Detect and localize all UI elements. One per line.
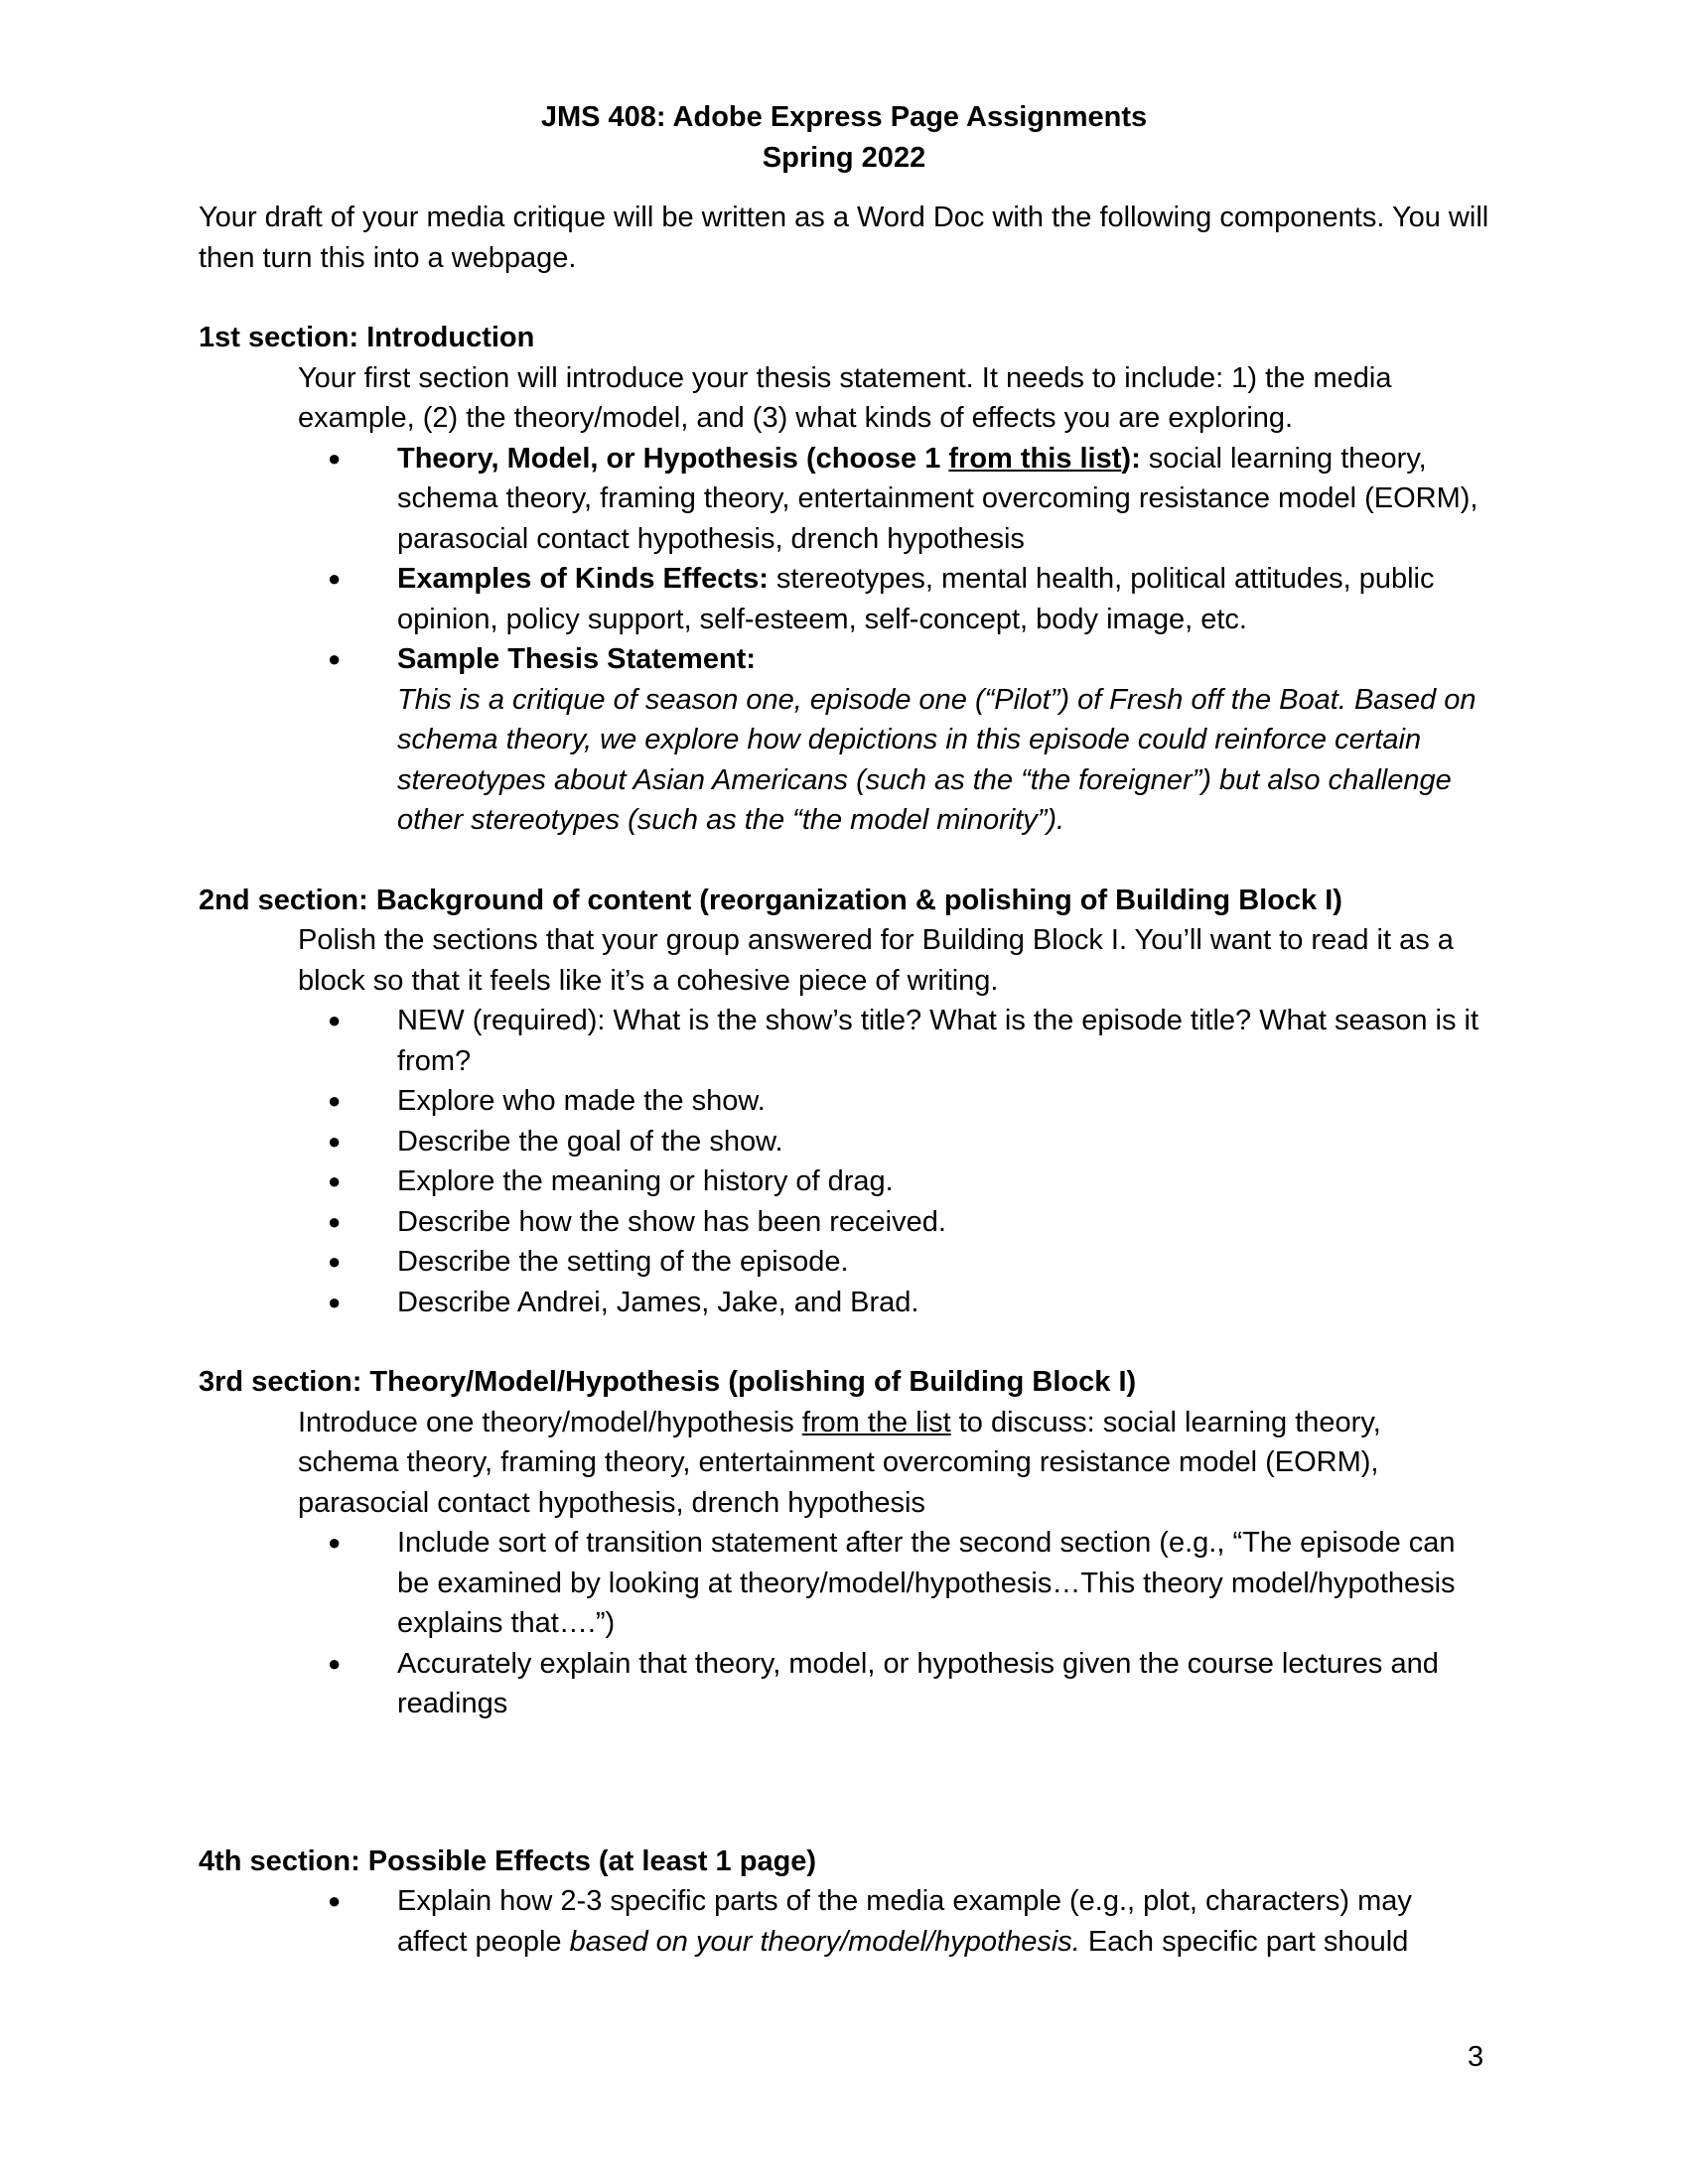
section-introduction	[199, 318, 1489, 841]
section-background	[199, 881, 1489, 1323]
list-item	[328, 439, 1489, 560]
title-line-2: Spring 2022	[762, 141, 926, 174]
bullet-text: Describe the setting of the episode.	[397, 1246, 849, 1278]
bullet-text: Describe Andrei, James, Jake, and Brad.	[397, 1286, 919, 1318]
bullet-text: NEW (required): What is the show’s title? What is the episode title? What season is it from?	[397, 1005, 1479, 1077]
bullet-icon: ●	[328, 1888, 342, 1913]
bullet-text: Explore who made the show.	[397, 1085, 766, 1117]
bullet-text: Describe the goal of the show.	[397, 1125, 783, 1158]
section-heading: 2nd section: Background of content (reorganization & polishing of Building Block I)	[199, 884, 1342, 916]
document-page	[199, 97, 1489, 1962]
bullet-list	[199, 1881, 1489, 1962]
bullet-text: stereotypes, mental health, political attitudes, public opinion, policy support, self-esteem, self-concept, body image, etc.	[397, 563, 1435, 635]
bullet-list	[199, 1523, 1489, 1724]
bullet-text: Describe how the show has been received.	[397, 1205, 946, 1238]
from-this-list-link[interactable]: from this list	[948, 442, 1122, 475]
title-line-1: JMS 408: Adobe Express Page Assignments	[540, 101, 1148, 133]
bullet-text: Accurately explain that theory, model, or hypothesis given the course lectures and readings	[397, 1647, 1439, 1719]
bullet-list	[199, 1001, 1489, 1322]
bullet-icon: ●	[328, 566, 342, 591]
list-item	[328, 559, 1489, 639]
list-item	[328, 1161, 1489, 1202]
list-item	[328, 1001, 1489, 1081]
bullet-icon: ●	[328, 1289, 342, 1314]
bullet-icon: ●	[328, 646, 342, 671]
list-item	[328, 1081, 1489, 1122]
page-number: 3	[1468, 2041, 1484, 2073]
list-item	[328, 1242, 1489, 1283]
bullet-text: Explain how 2-3 specific parts of the media example (e.g., plot, characters) may affect people	[397, 1885, 1412, 1958]
bullet-icon: ●	[328, 1008, 342, 1032]
bullet-label: Sample Thesis Statement:	[397, 643, 756, 675]
list-item	[328, 1644, 1489, 1724]
bullet-icon: ●	[328, 1249, 342, 1274]
list-item	[328, 1122, 1489, 1162]
bullet-label: Theory, Model, or Hypothesis (choose 1 from this list):	[397, 442, 1141, 475]
section-theory	[199, 1362, 1489, 1724]
bullet-text-end: Each specific part should	[1079, 1925, 1409, 1958]
section-heading: 3rd section: Theory/Model/Hypothesis (polishing of Building Block I)	[199, 1366, 1137, 1398]
bullet-icon: ●	[328, 1128, 342, 1154]
bullet-text: social learning theory, schema theory, framing theory, entertainment overcoming resistance model (EORM), parasocial contact hypothesis, drench hypothesis	[397, 442, 1478, 555]
bullet-text: Include sort of transition statement after the second section (e.g., “The episode can be examined by looking at theory/model/hypothesis…This theory model/hypothesis explains that….”)	[397, 1527, 1456, 1639]
bullet-icon: ●	[328, 1530, 342, 1555]
from-the-list-link[interactable]: from the list	[801, 1406, 951, 1438]
section-paragraph: Polish the sections that your group answered for Building Block I. You’ll want to read it as a block so that it feels like it’s a cohesive piece of writing.	[298, 924, 1454, 997]
sample-thesis-text: This is a critique of season one, episode one (“Pilot”) of Fresh off the Boat. Based on schema theory, we explore how depictions in this episode could reinforce certain stereotypes about Asian Americans (such as the “the foreigner”) but also challenge other stereotypes (such as the “the model minority”).	[397, 683, 1477, 836]
blank-space	[199, 1724, 1489, 1842]
bullet-italic-text: based on your theory/model/hypothesis.	[569, 1925, 1080, 1958]
list-item	[328, 1881, 1489, 1962]
section-heading: 1st section: Introduction	[199, 322, 535, 353]
section-heading: 4th section: Possible Effects (at least 1 page)	[199, 1844, 817, 1877]
section-paragraph: Your first section will introduce your thesis statement. It needs to include: 1) the media example, (2) the theory/model, and (3) what kinds of effects you are exploring.	[298, 361, 1392, 434]
document-title	[199, 97, 1489, 178]
section-possible-effects	[199, 1842, 1489, 1963]
list-item	[328, 639, 1489, 841]
bullet-text: Explore the meaning or history of drag.	[397, 1165, 894, 1197]
bullet-icon: ●	[328, 1088, 342, 1113]
bullet-icon: ●	[328, 1168, 342, 1193]
list-item	[328, 1202, 1489, 1243]
bullet-icon: ●	[328, 1650, 342, 1676]
list-item	[328, 1283, 1489, 1323]
bullet-label: Examples of Kinds Effects:	[397, 563, 769, 595]
intro-paragraph: Your draft of your media critique will be written as a Word Doc with the following components. You will then turn this into a webpage.	[199, 202, 1489, 274]
bullet-icon: ●	[328, 1208, 342, 1234]
list-item	[328, 1523, 1489, 1644]
bullet-list	[199, 439, 1489, 841]
bullet-icon: ●	[328, 445, 342, 471]
section-paragraph: Introduce one theory/model/hypothesis from the list to discuss: social learning theory, schema theory, framing theory, entertainment overcoming resistance model (EORM), parasocial contact hypothesis, drench hypothesis	[298, 1406, 1381, 1519]
